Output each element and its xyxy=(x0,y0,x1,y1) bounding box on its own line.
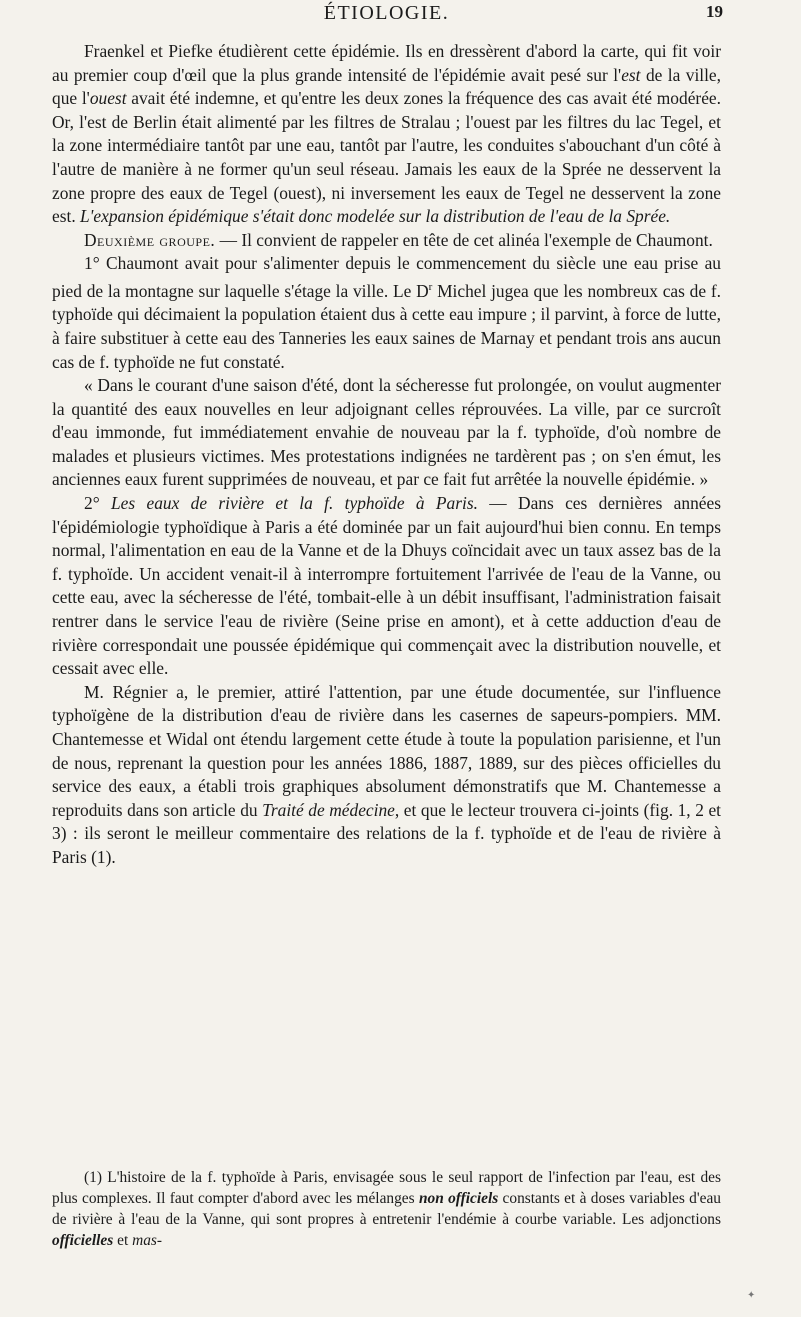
footnote xyxy=(52,1167,721,1251)
text-run: « Dans le courant d'une saison d'été, dont la sécheresse fut prolongée, on voulut augmenter la quantité des eaux nouvelles en leur adjoignant celles réprouvées. La ville, par ce surcroît d'eau immonde, fut immédiatement envahie de nouveau par la f. typhoïde, d'où nombre de malades et plusieurs victimes. Mes protestations indignées ne tardèrent pas ; on s'en émut, les anciennes eaux furent supprimées de nouveau, et par ce fait fut arrêtée la nouvelle épidémie. » xyxy=(52,375,721,490)
text-run: constants et à doses variables d'eau de rivière à l'eau de la Vanne, qui sont propres à entretenir l'endémie à courbe variable. Les adjonctions xyxy=(52,1190,721,1228)
superscript: r xyxy=(428,280,433,293)
text-run: — Dans ces dernières années l'épidémiologie typhoïdique à Paris a été dominée par un fait aujourd'hui bien connu. En temps normal, l'alimentation en eau de la Vanne et de la Dhuys coïncidait avec un taux assez bas de la f. typhoïde. Un accident venait-il à interrompre fortuitement l'arrivée de l'eau de la Vanne, ou cette eau, avec la sécheresse de l'été, tombait-elle à un débit insuffisant, l'administration faisait rentrer dans le service l'eau de rivière (Seine prise en amont), et à cette adduction d'eau de rivière correspondait une poussée épidémique qui commençait avec la distribution nouvelle, et cessait avec elle. xyxy=(52,493,721,679)
text-run: — Il convient de rappeler en tête de cet alinéa l'exemple de Chaumont. xyxy=(215,229,713,250)
text-run: Michel jugea que les nombreux cas de f. typhoïde qui décimaient la population étaient dus à cette eau impure ; il parvint, à force de lutte, à faire substituer à cette eau des Tanneries les eaux saines de Marnay et pendant trois ans aucun cas de f. typhoïde ne fut constaté. xyxy=(52,280,721,372)
text-run: , et que le lecteur trouvera ci-joints (fig. 1, 2 et 3) : ils seront le meilleur commentaire des relations de la f. typhoïde et de l'eau de rivière à Paris (1). xyxy=(52,799,721,867)
paragraph-quotation xyxy=(52,374,721,492)
text-run: Fraenkel et Piefke étudièrent cette épidémie. Ils en dressèrent d'abord la carte, qui fit voir au premier coup d'œil que la plus grande intensité de l'épidémie avait pesé sur l' xyxy=(52,41,721,85)
body-text xyxy=(52,40,721,870)
text-run: M. Régnier a, le premier, attiré l'attention, par une étude documentée, sur l'influence typhoïgène de la distribution d'eau de rivière dans les casernes de sapeurs-pompiers. MM. Chantemesse et Widal ont étendu largement cette étude à toute la population parisienne, et l'un de nous, reprenant la question pour les années 1886, 1887, 1889, sur des pièces officielles du service des eaux, a établi trois graphiques absolument démonstratifs que M. Chantemesse a reproduits dans son article du xyxy=(52,681,721,820)
text-run: 2° xyxy=(84,493,111,514)
paragraph-deuxieme-groupe xyxy=(52,229,721,253)
text-run: de la ville, que l' xyxy=(52,64,722,109)
italic-run: Traité de médecine xyxy=(262,799,395,820)
running-title: ÉTIOLOGIE. xyxy=(323,2,450,24)
text-run: 1° Chaumont avait pour s'alimenter depuis le commencement du siècle une eau prise au pied de la montagne sur laquelle s'étage la ville. Le D xyxy=(52,253,721,301)
footnote-text xyxy=(52,1167,721,1251)
italic-run: non officiels xyxy=(418,1190,499,1207)
text-run: et xyxy=(113,1232,133,1249)
italic-run: L'expansion épidémique s'était donc modelée sur la distribution de l'eau de la Sprée. xyxy=(80,206,671,227)
italic-run: officielles xyxy=(52,1232,114,1249)
italic-run: est xyxy=(621,64,641,85)
text-run: avait été indemne, et qu'entre les deux zones la fréquence des cas avait été modérée. Or, l'est de Berlin était alimenté par les filtres de Stralau ; l'ouest par les filtres du lac Tegel, et la zone intermédiaire tantôt par une eau, tantôt par l'autre, les conduites s'abouchant d'un côté à l'autre de manière à ne former qu'un seul réseau. Jamais les eaux de la Sprée ne desservent la zone propre des eaux de Tegel (ouest), ni inversement les eaux de Tegel ne desservent la zone est. xyxy=(52,88,721,227)
margin-mark-icon: ✦ xyxy=(747,1290,756,1301)
italic-run: mas- xyxy=(132,1232,163,1249)
text-run: (1) L'histoire de la f. typhoïde à Paris, envisagée sous le seul rapport de l'infection par l'eau, est des plus complexes. Il faut compter d'abord avec les mélanges xyxy=(52,1169,721,1207)
paragraph-regnier xyxy=(52,681,721,870)
italic-run: ouest xyxy=(89,88,127,109)
paragraph-berlin xyxy=(52,40,721,229)
paragraph-chaumont xyxy=(52,252,721,374)
page-number: 19 xyxy=(706,2,723,21)
section-heading: Deuxième groupe. xyxy=(84,229,216,250)
italic-heading: Les eaux de rivière et la f. typhoïde à Paris. xyxy=(110,493,478,514)
paragraph-paris xyxy=(52,492,721,681)
page-header xyxy=(52,2,721,30)
